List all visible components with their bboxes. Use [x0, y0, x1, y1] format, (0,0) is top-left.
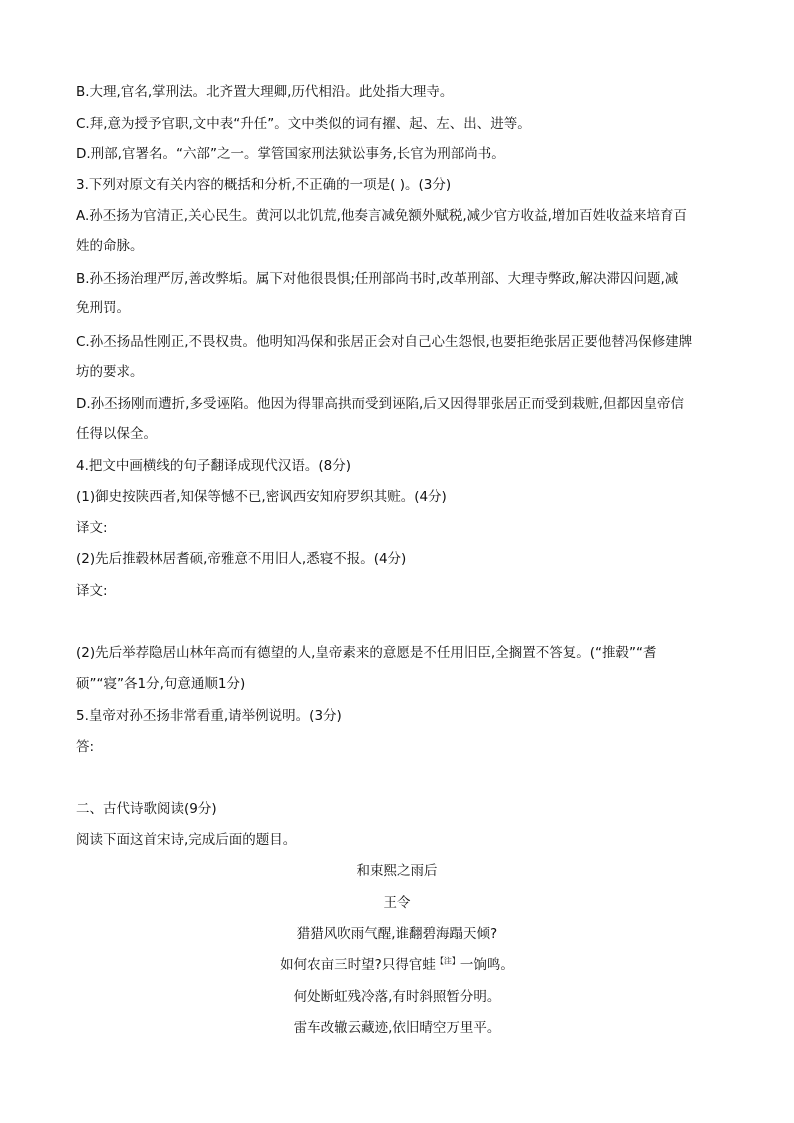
- q3-option-a-line1: A.孙丕扬为官清正,关心民生。黄河以北饥荒,他奏言减免额外赋税,减少官方收益,增加百姓收益来培育百: [76, 208, 687, 224]
- q3-option-b-line2: 免刑罚。: [76, 300, 130, 316]
- poem-line-2-part-2: 一饷鸣。: [459, 957, 514, 973]
- section-2-intro: 阅读下面这首宋诗,完成后面的题目。: [76, 832, 297, 848]
- poem-title: 和束熙之雨后: [356, 863, 438, 879]
- q4-answer-key-line2: 硕”“寝”各1分,句意通顺1分): [76, 676, 246, 692]
- question-5-stem: 5.皇帝对孙丕扬非常看重,请举例说明。(3分): [76, 708, 342, 724]
- q4-answer-label-2: 译文:: [76, 583, 108, 599]
- q3-option-d-line2: 任得以保全。: [76, 426, 157, 442]
- question-3-stem: 3.下列对原文有关内容的概括和分析,不正确的一项是( )。(3分): [76, 177, 452, 193]
- q4-answer-key-line1: (2)先后举荐隐居山林年高而有德望的人,皇帝素来的意愿是不任用旧臣,全搁置不答复。(“推毂”“耆: [76, 645, 657, 661]
- option-c-text: C.拜,意为授予官职,文中表“升任”。文中类似的词有擢、起、左、出、进等。: [76, 116, 531, 132]
- q4-sentence-1: (1)御史按陕西者,知保等憾不已,密讽西安知府罗织其赃。(4分): [76, 489, 447, 505]
- option-b-text: B.大理,官名,掌刑法。北齐置大理卿,历代相沿。此处指大理寺。: [76, 84, 454, 100]
- q3-option-d-line1: D.孙丕扬刚而遭折,多受诬陷。他因为得罪高拱而受到诬陷,后又因得罪张居正而受到栽赃,但都因皇帝信: [76, 396, 685, 412]
- poem-line-4: 雷车改辙云藏迹,依旧晴空万里平。: [293, 1020, 501, 1036]
- q5-answer-label: 答:: [76, 739, 95, 755]
- q3-option-c-line2: 坊的要求。: [76, 364, 144, 380]
- q4-sentence-2: (2)先后推毂林居耆硕,帝雅意不用旧人,悉寝不报。(4分): [76, 551, 407, 567]
- poem-line-1: 猎猎风吹雨气醒,谁翻碧海蹋天倾?: [296, 926, 498, 942]
- poem-line-2-part-1: 如何农亩三时望?只得官蛙: [280, 957, 436, 973]
- footnote-marker: 【注】: [435, 956, 460, 966]
- q4-answer-label-1: 译文:: [76, 520, 108, 536]
- q3-option-c-line1: C.孙丕扬品性刚正,不畏权贵。他明知冯保和张居正会对自己心生怨恨,也要拒绝张居正要他替冯保修建牌: [76, 334, 693, 350]
- question-4-stem: 4.把文中画横线的句子翻译成现代汉语。(8分): [76, 458, 352, 474]
- q3-option-b-line1: B.孙丕扬治理严厉,善改弊垢。属下对他很畏惧;任刑部尚书时,改革刑部、大理寺弊政,解决滞囚问题,减: [76, 271, 679, 287]
- section-2-heading: 二、古代诗歌阅读(9分): [76, 801, 217, 817]
- poem-author: 王令: [383, 895, 411, 911]
- poem-line-3: 何处断虹残冷落,有时斜照暂分明。: [293, 989, 501, 1005]
- option-d-text: D.刑部,官署名。“六部”之一。掌管国家刑法狱讼事务,长官为刑部尚书。: [76, 146, 505, 162]
- poem-line-2: [0, 955, 794, 975]
- q3-option-a-line2: 姓的命脉。: [76, 238, 144, 254]
